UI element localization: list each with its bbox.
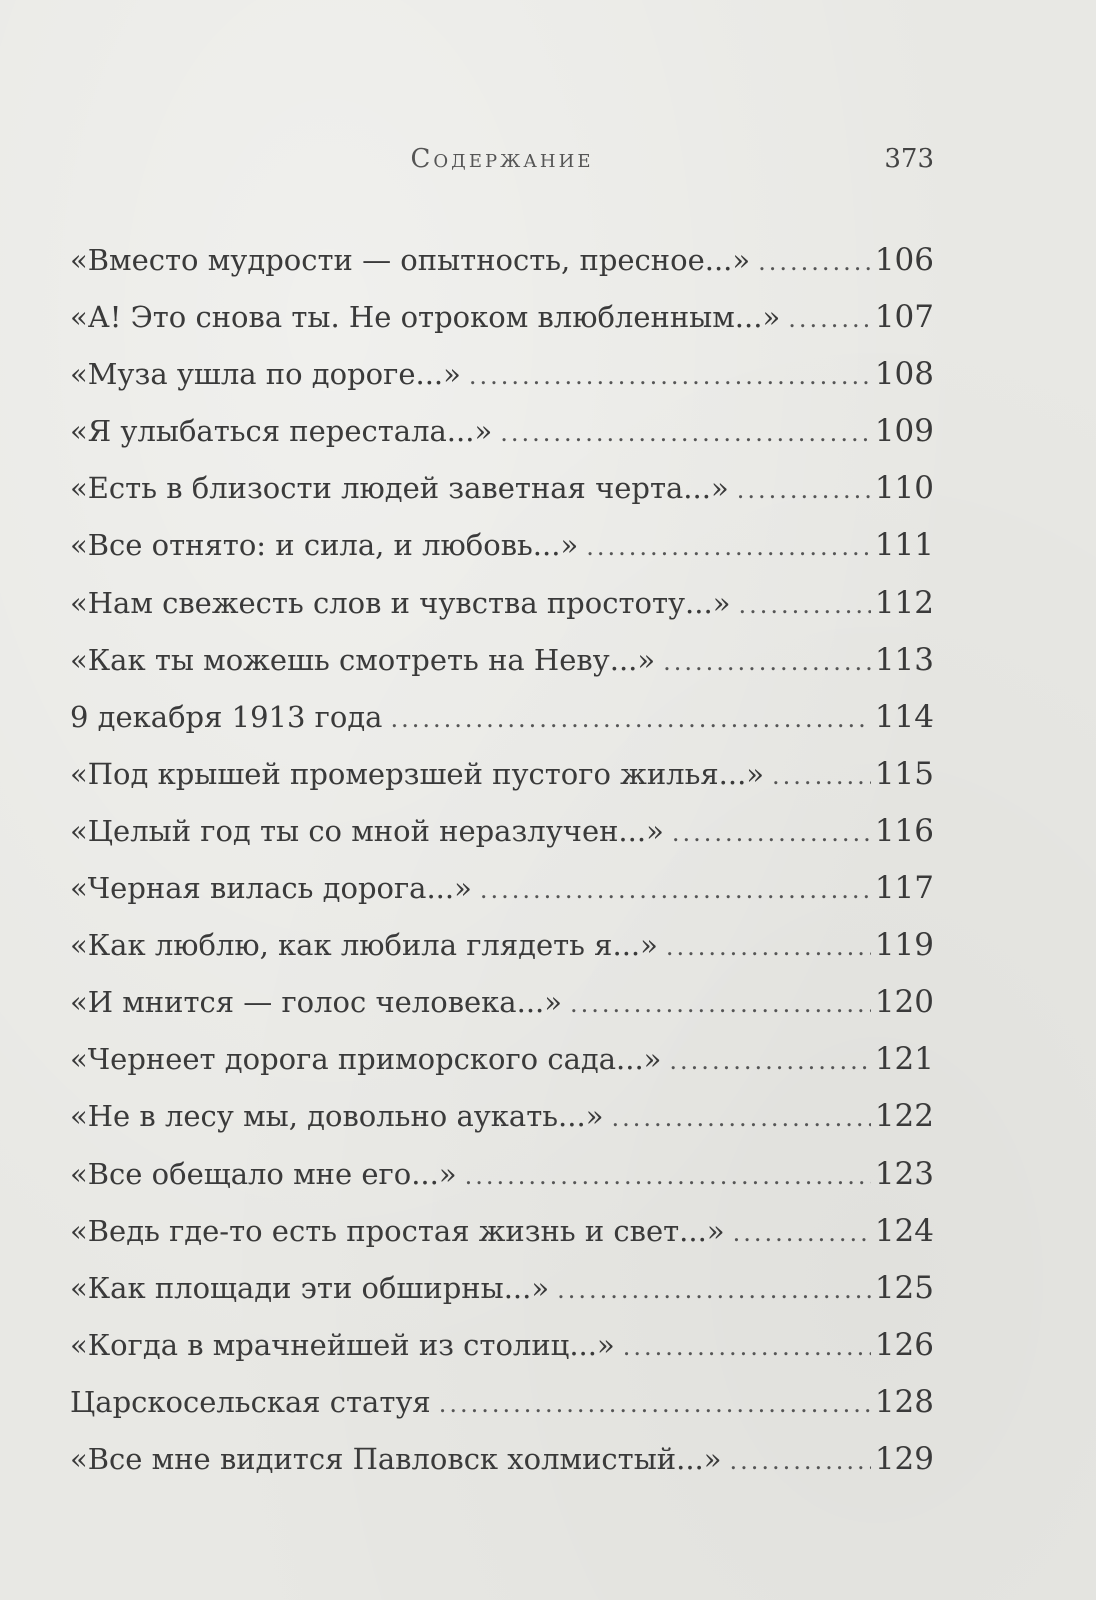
toc-entry-title: «Вместо мудрости — опытность, пресное...» (70, 243, 751, 277)
toc-entry (70, 1431, 934, 1488)
toc-entry-page: 107 (874, 299, 934, 336)
dot-leader (738, 577, 870, 634)
dot-leader (500, 405, 871, 462)
dot-leader (669, 1033, 870, 1090)
toc-entry (70, 1317, 934, 1374)
toc-entry (70, 1260, 934, 1317)
toc-entry-title: «Все мне видится Павловск холмистый...» (70, 1441, 722, 1476)
dot-leader (733, 1205, 871, 1262)
toc-entry (70, 403, 934, 460)
toc-entry-page: 111 (874, 527, 934, 564)
toc-entry-page: 113 (874, 641, 934, 678)
toc-entry-page: 112 (874, 584, 934, 621)
toc-entry (70, 860, 934, 917)
toc-entry-title: «Черная вилась дорога...» (70, 871, 472, 906)
dot-leader (469, 348, 871, 405)
toc-entry (70, 917, 934, 974)
dot-leader (611, 1090, 870, 1147)
dot-leader (570, 976, 871, 1033)
dot-leader (788, 291, 871, 348)
toc-entry (70, 632, 934, 689)
toc-entry-title: «Все отнято: и сила, и любовь...» (70, 528, 579, 563)
toc-entry (70, 460, 934, 517)
dot-leader (758, 234, 871, 291)
toc-entry-title: «Я улыбаться перестала...» (70, 414, 493, 449)
toc-entry-page: 122 (874, 1098, 934, 1135)
toc-entry-title: «Не в лесу мы, довольно аукать...» (70, 1099, 604, 1134)
toc-entry-page: 129 (874, 1440, 934, 1477)
dot-leader (480, 862, 871, 919)
toc-entry-title: «Под крышей промерзшей пустого жилья...» (70, 756, 765, 791)
toc-entry (70, 1031, 934, 1088)
toc-entry-title: «Как ты можешь смотреть на Неву...» (70, 642, 656, 677)
toc-entry-page: 110 (874, 470, 934, 507)
toc-entry (70, 689, 934, 746)
toc-entry-page: 120 (874, 984, 934, 1021)
toc-entry (70, 803, 934, 860)
toc-entry-page: 108 (874, 356, 934, 393)
toc-entry-title: Царскосельская статуя (70, 1384, 431, 1419)
toc-entry (70, 1374, 934, 1431)
toc-entry (70, 289, 934, 346)
dot-leader (737, 462, 871, 519)
page-number: 373 (884, 144, 934, 174)
dot-leader (663, 634, 871, 691)
dot-leader (666, 919, 871, 976)
toc-entry-title: «Все обещало мне его...» (70, 1156, 457, 1191)
toc-entry-page: 119 (874, 927, 934, 964)
dot-leader (465, 1148, 871, 1205)
table-of-contents (70, 232, 934, 1488)
toc-entry (70, 232, 934, 289)
toc-entry-title: 9 декабря 1913 года (70, 699, 383, 734)
toc-entry-page: 109 (874, 413, 934, 450)
toc-entry-page: 106 (874, 242, 934, 278)
toc-entry-page: 117 (874, 870, 934, 907)
toc-entry (70, 517, 934, 574)
toc-entry (70, 974, 934, 1031)
toc-entry-title: «И мнится — голос человека...» (70, 985, 562, 1020)
toc-entry-title: «Целый год ты со мной неразлучен...» (70, 813, 664, 848)
dot-leader (586, 519, 871, 576)
toc-entry-title: «Когда в мрачнейшей из столиц...» (70, 1327, 615, 1362)
toc-entry (70, 1088, 934, 1145)
toc-entry-page: 114 (874, 698, 934, 735)
running-head (70, 140, 934, 180)
toc-entry-title: «Чернеет дорога приморского сада...» (70, 1042, 662, 1077)
toc-entry-title: «А! Это снова ты. Не отроком влюбленным...» (70, 300, 781, 335)
toc-entry-title: «Муза ушла по дороге...» (70, 357, 461, 392)
toc-entry-title: «Как площади эти обширны...» (70, 1270, 550, 1305)
toc-entry-title: «Нам свежесть слов и чувства простоту...» (70, 585, 731, 620)
dot-leader (390, 691, 870, 748)
toc-entry-page: 116 (874, 812, 934, 849)
dot-leader (439, 1376, 871, 1433)
dot-leader (623, 1319, 871, 1376)
toc-entry-page: 121 (874, 1041, 934, 1078)
toc-entry (70, 346, 934, 403)
toc-entry-page: 125 (874, 1269, 934, 1306)
dot-leader (772, 748, 871, 805)
toc-entry-page: 124 (874, 1212, 934, 1249)
toc-entry-title: «Ведь где-то есть простая жизнь и свет...» (70, 1213, 725, 1248)
toc-entry-page: 126 (874, 1326, 934, 1363)
toc-entry-title: «Как люблю, как любила глядеть я...» (70, 928, 658, 963)
toc-entry-page: 123 (874, 1155, 934, 1192)
toc-entry-title: «Есть в близости людей заветная черта...» (70, 471, 729, 506)
dot-leader (557, 1262, 871, 1319)
toc-entry (70, 575, 934, 632)
toc-entry (70, 1203, 934, 1260)
toc-entry (70, 1146, 934, 1203)
toc-entry-page: 115 (874, 755, 934, 792)
dot-leader (730, 1433, 871, 1490)
toc-entry-page: 128 (874, 1383, 934, 1420)
toc-entry (70, 746, 934, 803)
dot-leader (672, 805, 871, 862)
running-title: Содержание (410, 144, 594, 174)
